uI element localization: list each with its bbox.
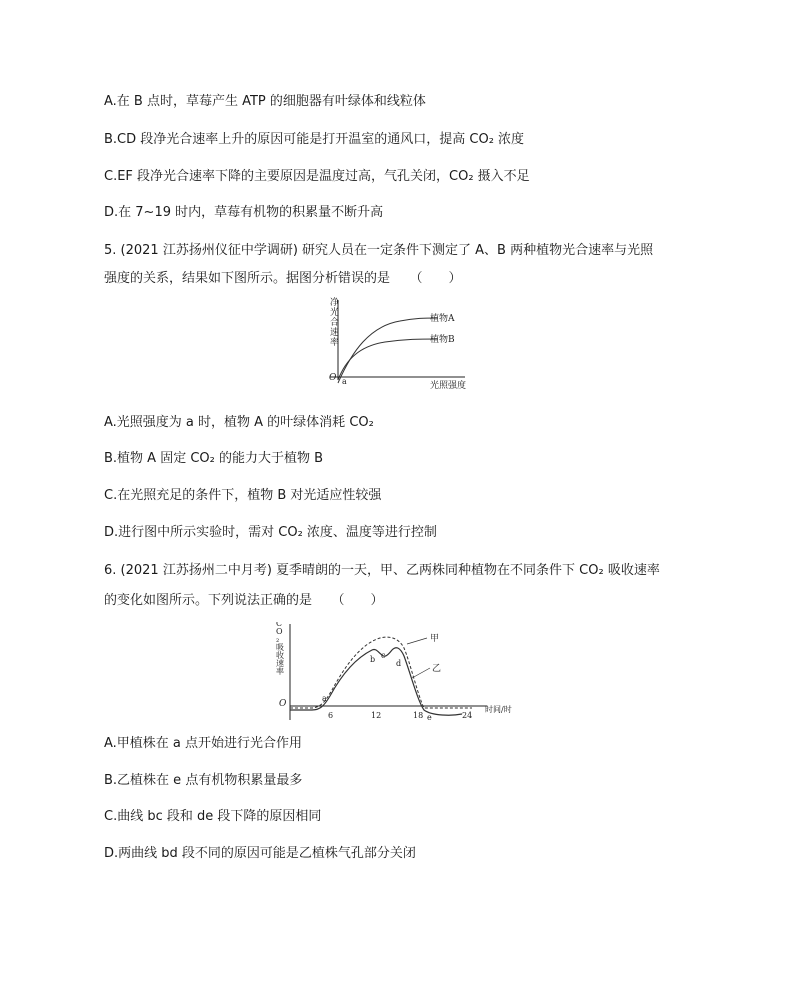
curve-jia	[290, 637, 472, 708]
fig2-point-c: c	[381, 651, 386, 660]
fig1-ylabel: 净光合速率	[330, 298, 340, 348]
fig2-tick-18: 18	[413, 711, 424, 720]
curve-plant-b	[338, 339, 438, 380]
q5-option-a: A.光照强度为 a 时，植物 A 的叶绿体消耗 CO₂	[104, 415, 374, 430]
fig2-label-yi: 乙	[432, 664, 442, 674]
fig1-xlabel: 光照强度	[430, 381, 467, 391]
fig1-label-b: 植物B	[430, 335, 455, 345]
q6-stem-line1: 6. (2021 江苏扬州二中月考) 夏季晴朗的一天，甲、乙两株同种植物在不同条件下 CO₂ 吸收速率	[104, 563, 660, 578]
fig2-point-e: e	[427, 713, 432, 722]
q4-option-c: C.EF 段净光合速率下降的主要原因是温度过高，气孔关闭，CO₂ 摄入不足	[104, 169, 530, 184]
fig2-leader-jia	[407, 638, 427, 644]
fig1-point-a: a	[342, 377, 347, 386]
fig2-xlabel: 时间/时	[485, 705, 512, 714]
q4-option-b: B.CD 段净光合速率上升的原因可能是打开温室的通风口，提高 CO₂ 浓度	[104, 132, 525, 147]
q4-option-d: D.在 7~19 时内，草莓有机物的积累量不断升高	[104, 205, 384, 220]
fig2-point-d: d	[396, 659, 402, 668]
q5-option-b: B.植物 A 固定 CO₂ 的能力大于植物 B	[104, 451, 324, 466]
fig2-label-jia: 甲	[430, 634, 440, 644]
fig2-origin: O	[279, 699, 287, 709]
fig1-origin: O	[329, 373, 337, 383]
fig2-tick-6: 6	[328, 711, 334, 720]
figure-light-intensity	[290, 296, 490, 396]
q6-stem-line2: 的变化如图所示。下列说法正确的是 （ ）	[104, 593, 384, 608]
q6-option-c: C.曲线 bc 段和 de 段下降的原因相同	[104, 809, 322, 824]
fig2-point-b: b	[370, 655, 376, 664]
fig2-ylabel: C O ₂ 吸收速率	[276, 622, 284, 676]
q5-stem-line1: 5. (2021 江苏扬州仪征中学调研) 研究人员在一定条件下测定了 A、B 两种植物光合速率与光照	[104, 243, 654, 258]
q6-option-a: A.甲植株在 a 点开始进行光合作用	[104, 736, 303, 751]
q6-option-b: B.乙植株在 e 点有机物积累量最多	[104, 773, 303, 788]
curve-plant-a	[338, 318, 438, 383]
fig2-point-a: a	[322, 694, 327, 703]
q5-stem-line2: 强度的关系，结果如下图所示。据图分析错误的是 （ ）	[104, 271, 462, 286]
q5-option-d: D.进行图中所示实验时，需对 CO₂ 浓度、温度等进行控制	[104, 525, 437, 540]
q6-option-d: D.两曲线 bd 段不同的原因可能是乙植株气孔部分关闭	[104, 846, 416, 861]
fig2-tick-24: 24	[462, 711, 473, 720]
curve-yi	[290, 648, 462, 715]
fig1-label-a: 植物A	[430, 314, 455, 324]
q4-option-a: A.在 B 点时，草莓产生 ATP 的细胞器有叶绿体和线粒体	[104, 94, 426, 109]
figure-co2-absorption	[272, 622, 512, 722]
q5-option-c: C.在光照充足的条件下，植物 B 对光适应性较强	[104, 488, 382, 503]
fig2-tick-12: 12	[371, 711, 382, 720]
fig2-leader-yi	[412, 668, 430, 678]
